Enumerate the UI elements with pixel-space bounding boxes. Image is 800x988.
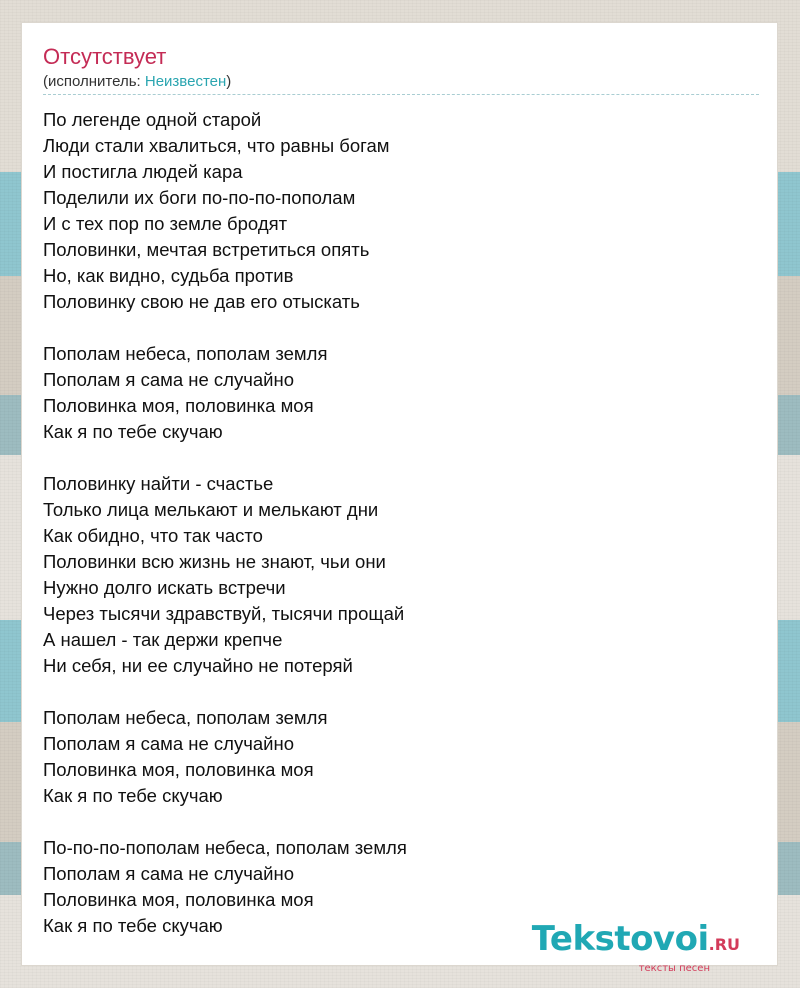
logo-tld: .RU — [708, 935, 740, 954]
header-divider — [43, 94, 759, 95]
lyrics-card — [21, 22, 778, 974]
logo-wordmark — [532, 921, 740, 963]
song-title: Отсутствует — [43, 44, 167, 69]
site-logo[interactable] — [532, 921, 740, 974]
logo-word: Tekstovoi — [531, 919, 709, 959]
lyrics-text: По легенде одной старой Люди стали хвалиться, что равны богам И постигла людей кара Поделили их боги по-по-по-пополам И с тех пор по земле бродят Половинки, мечтая встретиться опять Но, как видно, судьба против Половинку свою не дав его отыскать Пополам небеса, пополам земля Пополам я сама не случайно Половинка моя, половинка моя Как я по тебе скучаю Половинку найти - счастье Только лица мелькают и мелькают дни Как обидно, что так часто Половинки всю жизнь не знают, чьи они Нужно долго искать встречи Через тысячи здравствуй, тысячи прощай А нашел - так держи крепче Ни себя, ни ее случайно не потеряй Пополам небеса, пополам земля Пополам я сама не случайно Половинка моя, половинка моя Как я по тебе скучаю По-по-по-пополам небеса, пополам земля Пополам я сама не случайно Половинка моя, половинка моя Как я по тебе скучаю — [43, 109, 407, 936]
logo-tagline: тексты песен — [638, 963, 710, 974]
artist-prefix: (исполнитель: — [43, 73, 145, 90]
artist-link[interactable]: Неизвестен — [144, 73, 227, 90]
artist-suffix: ) — [226, 73, 232, 90]
artist-line — [43, 73, 231, 91]
